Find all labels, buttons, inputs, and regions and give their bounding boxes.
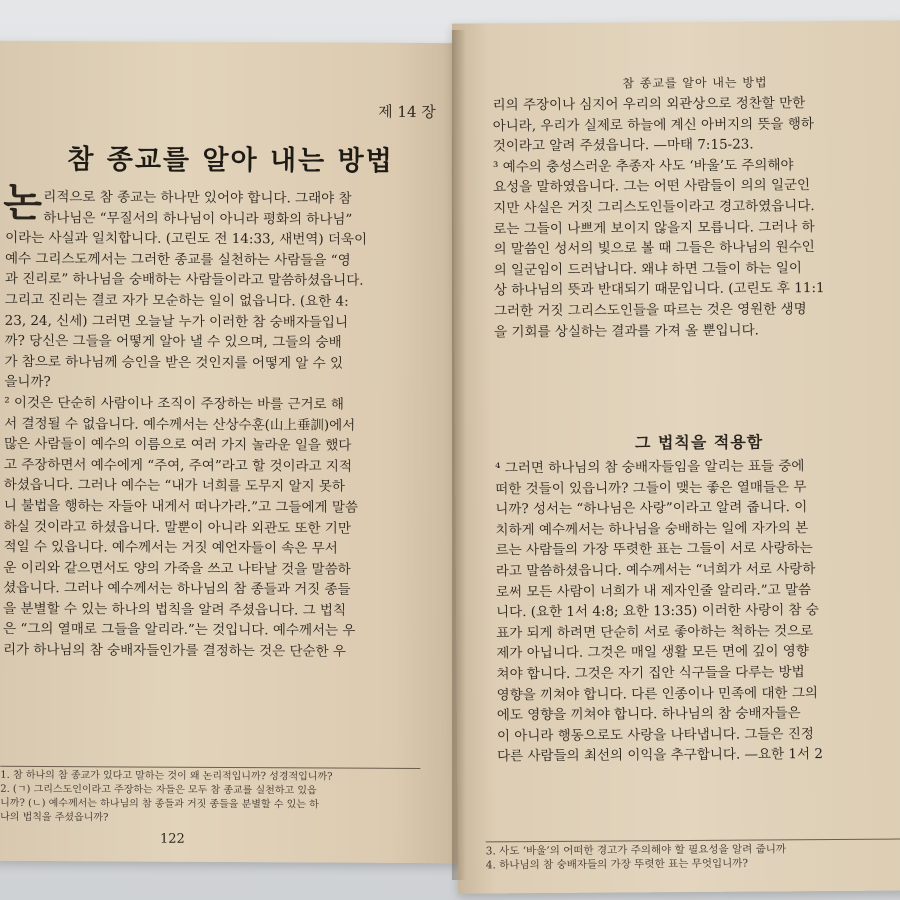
text-line: 23, 24, 신세) 그러면 오늘날 누가 이러한 참 숭배자들입니 — [4, 312, 349, 331]
right-page — [452, 20, 900, 893]
text-line: 하실 것이라고 하셨읍니다. 말뿐이 아니라 외관도 또한 기만 — [3, 518, 351, 537]
text-line: 로는 그들이 나쁘게 보이지 않을지 모릅니다. 그러나 하 — [493, 218, 815, 237]
book-gutter — [452, 30, 466, 880]
chapter-title: 참 종교를 알아 내는 방법 — [67, 144, 394, 177]
text-line: 로써 모든 사람이 너희가 내 제자인줄 알리라.”고 말씀 — [495, 581, 812, 600]
text-line: 제가 아닙니다. 그것은 매일 생활 모든 면에 깊이 영향 — [496, 643, 809, 662]
text-line: 셨읍니다. 그러나 예수께서는 하나님의 참 종들과 거짓 종들 — [3, 580, 351, 598]
text-line: 을 기회를 상실하는 결과를 가져 올 뿐입니다. — [494, 322, 759, 340]
text-line: 요성을 말하였읍니다. 그는 어떤 사람들이 의의 일군인 — [493, 177, 811, 196]
text-line: 은 “그의 열매로 그들을 알리라.”는 것입니다. 예수께서는 우 — [3, 621, 356, 640]
chapter-label: 제 14 장 — [378, 102, 436, 122]
footnote: 2. (ㄱ) 그리스도인이라고 주장하는 자들은 모두 참 종교를 실천하고 있읍 — [0, 783, 317, 797]
page-number: 122 — [159, 831, 185, 847]
text-line: 그리고 진리는 결코 자가 모순하는 일이 없읍니다. (요한 4: — [4, 291, 349, 310]
text-line: 니 불법을 행하는 자들아 내게서 떠나가라.”고 그들에게 말씀 — [3, 497, 358, 516]
text-line: 치하게 예수께서는 하나님을 숭배하는 일에 자가의 본 — [495, 519, 809, 539]
text-line: 가 참으로 하나님께 승인을 받은 것인지를 어떻게 알 수 있 — [4, 353, 344, 372]
text-line: 표가 되게 하려면 단순히 서로 좋아하는 척하는 것으로 — [496, 622, 814, 642]
section-heading: 그 법칙을 적용함 — [634, 432, 764, 453]
text-line: 하셨읍니다. 그러나 예수는 “내가 너희를 도무지 알지 못하 — [3, 477, 346, 495]
text-line: 운 이리와 같으면서도 양의 가죽을 쓰고 나타날 것을 말씀하 — [3, 559, 351, 578]
text-line: ⁴ 그러면 하나님의 참 숭배자들임을 알리는 표들 중에 — [495, 458, 805, 477]
drop-cap: 논 — [3, 179, 43, 227]
text-line: 을니까? — [4, 374, 51, 391]
text-line: 적일 수 있읍니다. 예수께서는 거짓 예언자들이 속은 무서 — [3, 538, 338, 557]
footnote: 니까? (ㄴ) 예수께서는 하나님의 참 종들과 거짓 종들을 분별할 수 있는 하 — [0, 797, 319, 811]
text-line: 상 하나님의 뜻과 반대되기 때문입니다. (고린도 후 11:1 — [493, 280, 825, 299]
footnote: 나의 법칙을 주셨읍니까? — [0, 811, 109, 824]
text-line: 그러한 거짓 그리스도인들을 따르는 것은 영원한 생명 — [493, 301, 807, 320]
right-body-text — [492, 92, 900, 342]
text-line: 영향을 끼쳐야 합니다. 다른 인종이나 민족에 대한 그의 — [496, 684, 818, 703]
text-line: 리가 하나님의 참 숭배자들인가를 결정하는 것은 단순한 우 — [2, 641, 347, 660]
text-line: 의 말씀인 성서의 빛으로 볼 때 그들은 하나님의 원수인 — [493, 239, 815, 258]
text-line: 고 주장하면서 예수에게 “주여, 주여”라고 할 것이라고 지적 — [3, 456, 353, 475]
text-line: 아니라, 우리가 실제로 하늘에 계신 아버지의 뜻을 행하 — [492, 115, 814, 134]
text-line: 떠한 것들이 있읍니까? 그들이 맺는 좋은 열매들은 무 — [495, 478, 807, 497]
text-line: 것이라고 알려 주셨읍니다. —마태 7:15-23. — [492, 136, 754, 155]
text-line: 하나님은 “무질서의 하나님이 아니라 평화의 하나님” — [43, 209, 353, 228]
running-head: 참 종교를 알아 내는 방법 — [622, 75, 768, 91]
text-line: 리의 주장이나 심지어 우리의 외관상으로 정찬할 만한 — [492, 95, 806, 114]
text-line: 니다. (요한 1서 4:8; 요한 13:35) 이러한 사랑이 참 숭 — [496, 602, 819, 621]
text-line: 이 아니라 행동으로도 사랑을 나타냅니다. 그들은 진정 — [496, 725, 814, 745]
text-line: ³ 예수의 충성스러운 추종자 사도 ‘바울’도 주의해야 — [492, 157, 794, 176]
text-line: 많은 사람들이 예수의 이름으로 여러 가지 놀라운 일을 했다 — [3, 435, 352, 454]
text-line: 과 진리로” 하나님을 숭배하는 사람들이라고 말씀하셨읍니다. — [4, 271, 364, 290]
text-line: 니까? 성서는 “하나님은 사랑”이라고 알려 줍니다. 이 — [495, 499, 808, 518]
right-body-text-2 — [495, 455, 900, 767]
footnote: 3. 사도 ‘바울’의 어떠한 경고가 주의해야 할 필요성을 알려 줍니까 — [485, 843, 787, 858]
left-footnotes — [0, 766, 420, 827]
right-footnotes — [486, 838, 900, 872]
text-line: 르는 사람들의 가장 뚜렷한 표는 그들이 서로 사랑하는 — [495, 540, 813, 559]
text-line: 라고 말씀하셨읍니다. 예수께서는 “너희가 서로 사랑하 — [495, 561, 816, 580]
text-line: 다른 사람들의 최선의 이익을 추구합니다. —요한 1서 2 — [497, 746, 823, 765]
text-line: ² 이것은 단순히 사람이나 조직이 주장하는 바를 근거로 해 — [4, 394, 344, 413]
text-line: 에도 영향을 끼쳐야 합니다. 하나님의 참 숭배자들은 — [496, 705, 801, 724]
text-line: 까? 당신은 그들을 어떻게 알아 낼 수 있으며, 그들의 숭배 — [4, 332, 342, 351]
text-line: 예수 그리스도께서는 그러한 종교를 실천하는 사람들을 “영 — [4, 250, 351, 269]
text-line: 을 분별할 수 있는 하나의 법칙을 알려 주셨읍니다. 그 법칙 — [3, 600, 347, 619]
text-line: 쳐야 합니다. 그것은 자기 집안 식구들을 다루는 방법 — [496, 664, 805, 683]
left-body-text — [3, 187, 425, 663]
left-page — [0, 41, 464, 863]
text-line: 이라는 사실과 일치합니다. (고린도 전 14:33, 새번역) 더욱이 — [5, 230, 368, 248]
text-line: 리적으로 참 종교는 하나만 있어야 합니다. 그래야 참 — [43, 189, 352, 207]
text-line: 지만 사실은 거짓 그리스도인들이라고 경고하였읍니다. — [493, 198, 815, 217]
footnote: 4. 하나님의 참 숭배자들의 가장 뚜렷한 표는 무엇입니까? — [485, 857, 749, 872]
text-line: 서 결정될 수 없읍니다. 예수께서는 산상수훈(山上垂訓)에서 — [4, 415, 356, 434]
text-line: 의 일군임이 드러납니다. 왜냐 하면 그들이 하는 일이 — [493, 259, 802, 279]
footnote: 1. 참 하나의 참 종교가 있다고 말하는 것이 왜 논리적입니까? 성경적입니까? — [0, 769, 333, 783]
